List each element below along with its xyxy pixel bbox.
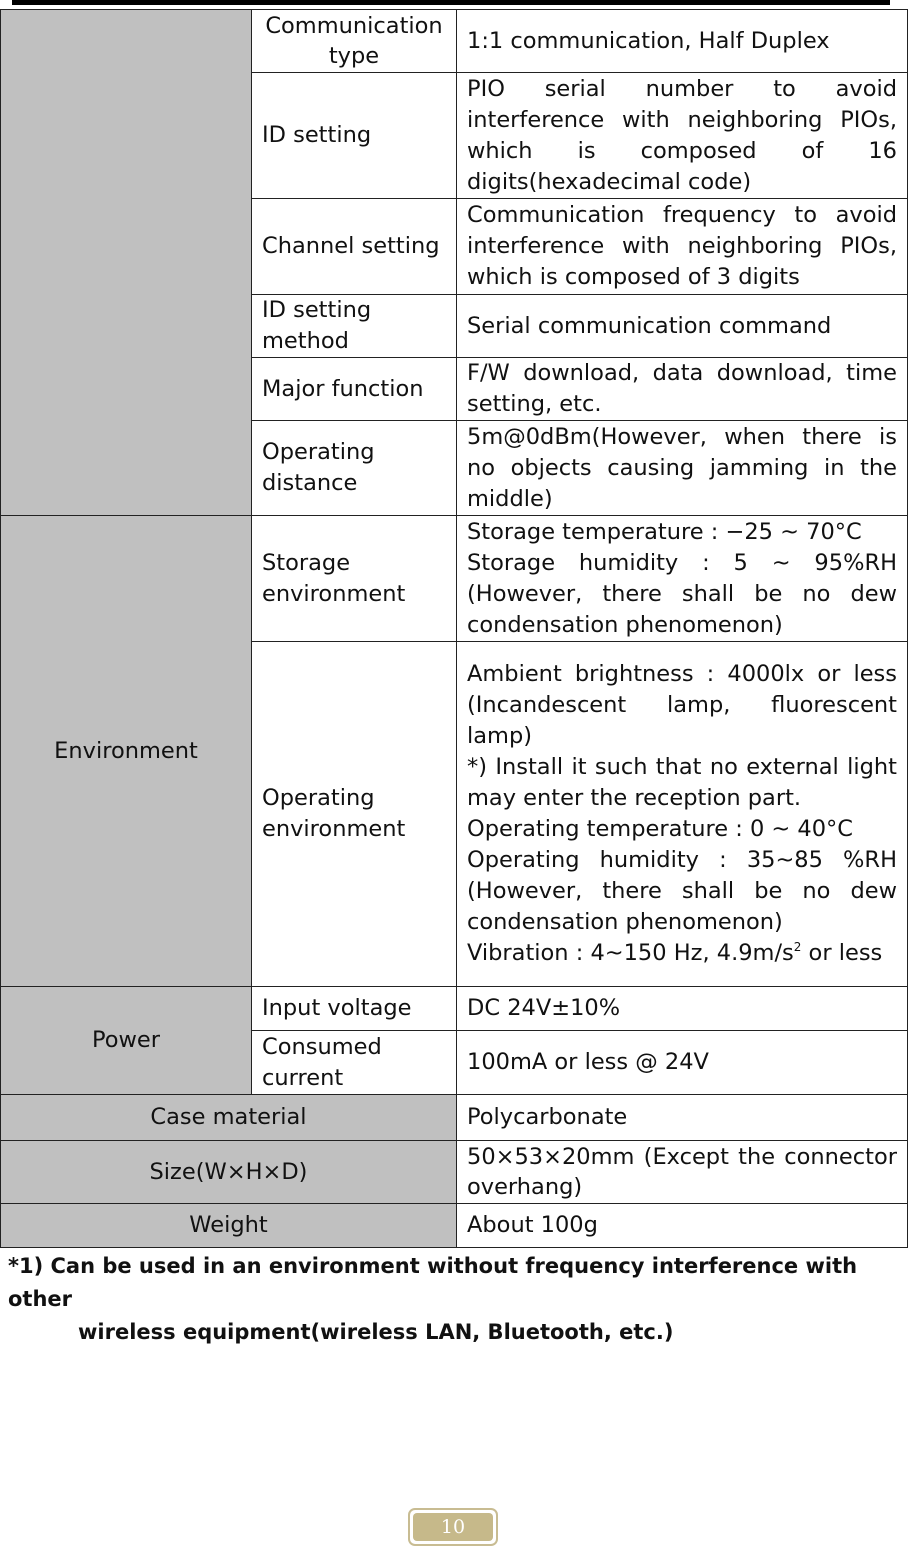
id-setting-value: PIO serial number to avoid interference with neighboring PIOs, which is composed of 16 digits(hexadecimal code) [457, 73, 908, 199]
major-function-value: F/W download, data download, time setting, etc. [457, 358, 908, 421]
channel-setting-value: Communication frequency to avoid interference with neighboring PIOs, which is composed of 3 digits [457, 199, 908, 295]
table-row [1, 516, 908, 642]
table-row [1, 1095, 908, 1141]
case-material-label: Case material [1, 1095, 457, 1141]
install-note: *) Install it such that no external light may enter the reception part. [467, 754, 897, 811]
environment-group-cell: Environment [1, 516, 252, 987]
power-group-cell: Power [1, 987, 252, 1095]
storage-environment-label: Storage environment [252, 516, 457, 642]
input-voltage-label: Input voltage [252, 987, 457, 1031]
input-voltage-value: DC 24V±10% [457, 987, 908, 1031]
communication-type-label: Communication type [252, 10, 457, 73]
case-material-value: Polycarbonate [457, 1095, 908, 1141]
size-label: Size(W×H×D) [1, 1141, 457, 1204]
operating-temperature: Operating temperature : 0 ~ 40°C [467, 816, 854, 842]
table-row [1, 1204, 908, 1248]
vibration [467, 938, 897, 969]
storage-environment-value [457, 516, 908, 642]
communication-type-value: 1:1 communication, Half Duplex [457, 10, 908, 73]
operating-distance-value: 5m@0dBm(However, when there is no objects causing jamming in the middle) [457, 421, 908, 516]
channel-setting-label: Channel setting [252, 199, 457, 295]
major-function-label: Major function [252, 358, 457, 421]
consumed-current-value: 100mA or less @ 24V [457, 1031, 908, 1095]
table-row [1, 1141, 908, 1204]
footnote-line-1: *1) Can be used in an environment without frequency interference with other [8, 1254, 858, 1311]
weight-value: About 100g [457, 1204, 908, 1248]
weight-label: Weight [1, 1204, 457, 1248]
page-number-badge [408, 1508, 498, 1546]
operating-distance-label: Operating distance [252, 421, 457, 516]
id-setting-label: ID setting [252, 73, 457, 199]
top-rule [12, 0, 890, 5]
size-value: 50×53×20mm (Except the connector overhang) [457, 1141, 908, 1204]
spec-table [0, 9, 908, 1248]
storage-temperature: Storage temperature : −25 ~ 70°C [467, 518, 862, 545]
ambient-brightness: Ambient brightness : 4000lx or less (Incandescent lamp, fluorescent lamp) [467, 661, 897, 749]
id-setting-method-label: ID setting method [252, 295, 457, 358]
footnote [8, 1250, 900, 1349]
vibration-text: Vibration : 4~150 Hz, 4.9m/s [467, 940, 794, 966]
operating-environment-value [457, 642, 908, 987]
operating-humidity: Operating humidity : 35~85 %RH (However, there shall be no dew condensation phenomenon) [467, 847, 897, 935]
footnote-line-2: wireless equipment(wireless LAN, Bluetooth, etc.) [78, 1320, 674, 1344]
storage-humidity: Storage humidity : 5 ~ 95%RH (However, there shall be no dew condensation phenomenon) [467, 549, 897, 638]
operating-environment-label: Operating environment [252, 642, 457, 987]
table-row [1, 987, 908, 1031]
consumed-current-label: Consumed current [252, 1031, 457, 1095]
table-row [1, 10, 908, 73]
communication-group-cell [1, 10, 252, 516]
id-setting-method-value: Serial communication command [457, 295, 908, 358]
vibration-exponent: 2 [793, 940, 802, 954]
vibration-suffix: or less [801, 940, 883, 966]
page-number: 10 [413, 1513, 493, 1541]
